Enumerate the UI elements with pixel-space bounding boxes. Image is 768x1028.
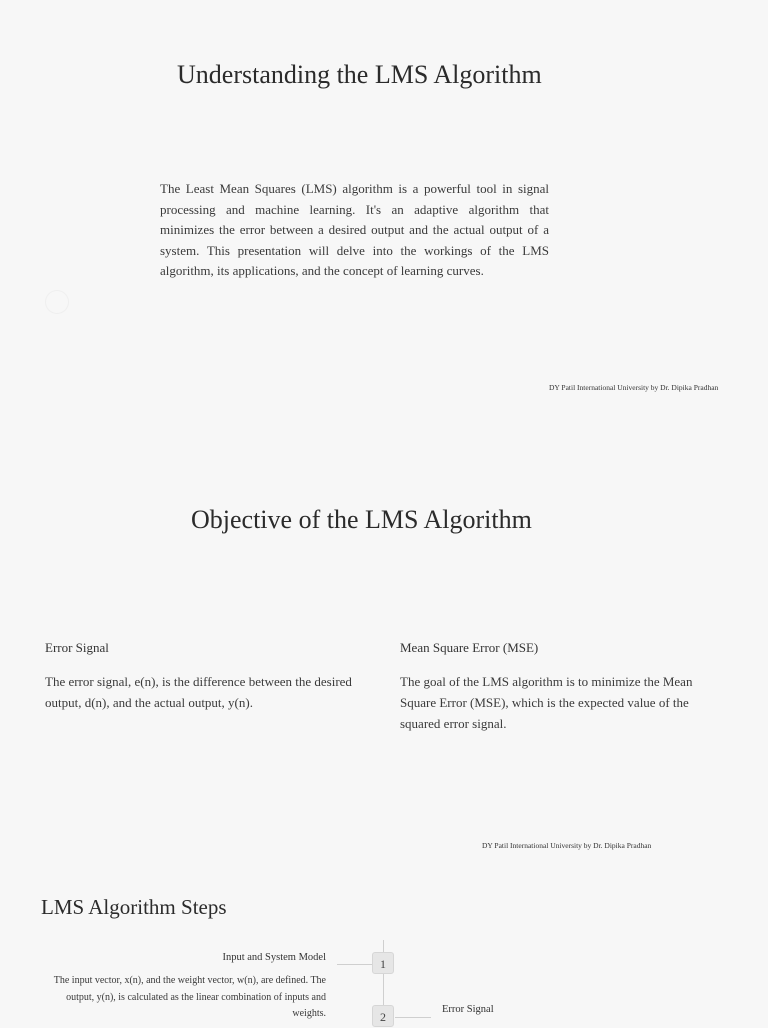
- decorative-circle-icon: [45, 290, 69, 314]
- slide1-intro-paragraph: The Least Mean Squares (LMS) algorithm is a powerful tool in signal processing and machine learning. It's an adaptive algorithm that minimizes the error between a desired output and the actual output of a system. This presentation will delve into the workings of the LMS algorithm, its applications, and the concept of learning curves.: [160, 181, 549, 279]
- step2-number-badge: 2: [372, 1005, 394, 1027]
- step1-heading: Input and System Model: [222, 952, 326, 963]
- slide2-footer-credit: DY Patil International University by Dr. Dipika Pradhan: [482, 841, 652, 850]
- error-signal-text: The error signal, e(n), is the difference between the desired output, d(n), and the actual output, y(n).: [45, 674, 352, 710]
- slide2-title: Objective of the LMS Algorithm: [191, 505, 532, 534]
- slide1-footer-credit: DY Patil International University by Dr. Dipika Pradhan: [549, 383, 719, 392]
- error-signal-heading: Error Signal: [45, 640, 109, 655]
- step1-text: The input vector, x(n), and the weight vector, w(n), are defined. The output, y(n), is calculated as the linear combination of inputs and weights.: [53, 975, 326, 1019]
- mse-heading: Mean Square Error (MSE): [400, 640, 539, 655]
- step1-connector: [337, 964, 373, 965]
- slide1-title: Understanding the LMS Algorithm: [177, 60, 542, 89]
- step2-heading: Error Signal: [442, 1004, 494, 1015]
- step2-connector: [395, 1017, 431, 1018]
- step1-number-badge: 1: [372, 952, 394, 974]
- mse-text: The goal of the LMS algorithm is to minimize the Mean Square Error (MSE), which is the expected value of the squared error signal.: [400, 674, 693, 731]
- slide3-title: LMS Algorithm Steps: [41, 895, 227, 919]
